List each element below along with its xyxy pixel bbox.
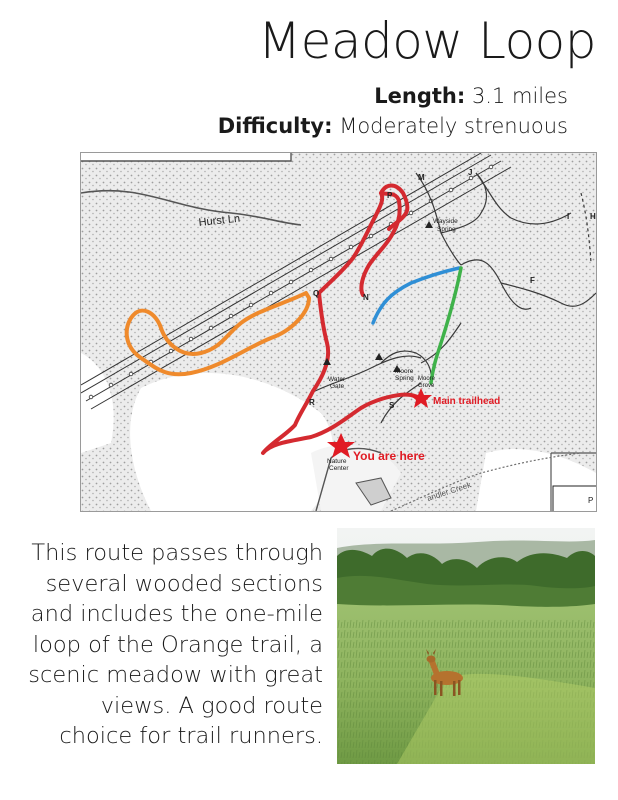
- page-title: Meadow Loop: [257, 12, 596, 70]
- creek-label: andler Creek: [425, 480, 473, 503]
- road-label: Hurst Ln: [198, 212, 241, 229]
- moore-spring-label-1: Moore: [395, 368, 414, 375]
- nature-center-label-1: Nature: [327, 458, 347, 465]
- difficulty-value: Moderately strenuous: [339, 114, 568, 138]
- main-trailhead-label: Main trailhead: [433, 396, 501, 407]
- wayside-label-2: Spring: [437, 226, 456, 233]
- length-value: 3.1 miles: [471, 84, 568, 108]
- difficulty-label: Difficulty:: [217, 114, 333, 138]
- marker-q: Q: [313, 289, 320, 298]
- marker-p: P: [387, 191, 393, 200]
- legend-label: P: [588, 496, 594, 505]
- wayside-label-1: Wayside: [433, 218, 458, 225]
- water-gate-label-2: Gate: [330, 383, 345, 390]
- marker-n: N: [363, 293, 369, 302]
- water-gate-label-1: Water: [328, 376, 346, 383]
- you-are-here-label: You are here: [353, 449, 425, 463]
- marker-s: S: [389, 401, 395, 410]
- trail-map: [80, 152, 597, 512]
- moore-grove-label-1: Moore: [418, 376, 436, 382]
- marker-f: F: [530, 276, 535, 285]
- marker-h: H: [590, 212, 596, 221]
- length-label: Length:: [374, 84, 466, 108]
- marker-i: I: [567, 212, 570, 221]
- moore-spring-label-2: Spring: [395, 375, 414, 382]
- marker-j: J: [468, 168, 473, 177]
- difficulty-line: [218, 114, 568, 138]
- length-line: [374, 84, 568, 108]
- route-description: This route passes through several wooded sections and includes the one-mile loop of the Orange trail, a scenic meadow with great views. A good route choice for trail runners.: [28, 540, 323, 749]
- marker-r: R: [309, 398, 315, 407]
- meadow-deer-photo: [337, 528, 595, 764]
- moore-grove-label-2: Grove: [418, 383, 435, 389]
- marker-m: M: [418, 173, 425, 182]
- nature-center-label-2: Center: [329, 465, 349, 472]
